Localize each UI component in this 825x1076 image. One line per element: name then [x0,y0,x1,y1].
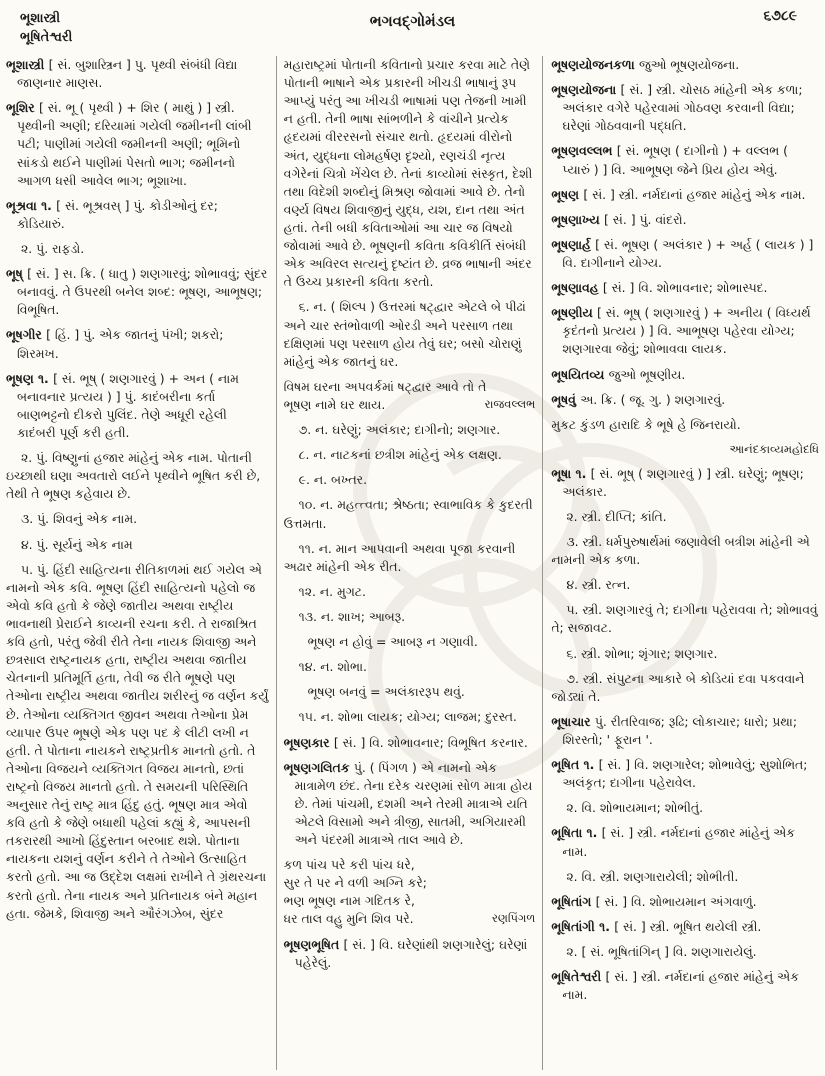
headword: ભૂષિતાંગ [551,893,596,909]
headword: ભૂશિર [6,100,39,116]
sense-paragraph: ૫. સ્ત્રી. શણગારવું તે; દાગીના પહેરાવવા તે; શોભાવવું તે; સજાવટ. [551,602,818,636]
entry-paragraph: ભૂશાસ્ત્રી [ સં. બુશાસ્ત્રિન ] પુ. પૃથ્વી સંબંધી વિદ્યા જાણનાર માણસ. [6,57,238,91]
headword: ભૂષગીર [6,327,47,343]
continuation-paragraph: મહારાષ્ટ્રમાં પોતાની કવિતાનો પ્રચાર કરવા માટે તેણે પોતાની ભાષાને એક પ્રકારની ખીચડી ભાષાનું રૂપ આપ્યું પરંતુ આ ખીચડી ભાષામાં પણ તેજની ખામી ન હતી. તેની ભાષા સાંભળીને કે વાંચીને પ્રત્યેક હૃદયમાં વીરરસનો સંચાર થતો. હૃદયમાં વીરોનો અંત, યુદ્ધના લોમહર્ષણ દૃશ્યો, રણચંડી નૃત્ય વગેરેનાં ચિત્રો ખેંચેલ છે. તેનાં કાવ્યોમાં સંસ્કૃત, દેશી તથા વિદેશી શબ્દોનું મિશ્રણ જોવામાં આવે છે. તેનો વર્ણ્ય વિષય શિવાજીનું યુદ્ધ, યશ, દાન તથા અંત હતાં. તેની બધી કવિતાઓમાં આ ચાર જ વિષયો જોવામાં આવે છે. ભૂષણની કવિતા કવિકીર્તિ સંબંધી એક અવિરલ સત્યનું દૃષ્ટાંત છે. વ્રજ ભાષાની અંદર તે ઉચ્ચ પ્રકારની કવિતા કરતો. [283,57,533,290]
entry-paragraph: ભૂષાચાર પું. રીતરિવાજ; રૂઢિ; લોકાચાર; ધારો; પ્રથા; શિરસ્તો; ' ફૂરાન '. [551,713,797,747]
entry-paragraph: ભૂષિતેશ્વરી [ સં. ] સ્ત્રી. નર્મદાનાં હજાર માંહેનું એક નામ. [551,969,799,1003]
entry-paragraph: ભૂષણ ૧. [ સં. ભૂષ્ ( શણગારવું ) + અન ( નામ બનાવનાર પ્રત્યય ) ] પું. કાદંબરીના કર્તા બાણભટ્ટનો દીકરો પુલિંદ. તેણે અધૂરી રહેલી કાદંબરી પૂર્ણ કરી હતી. [6,370,239,440]
sense-paragraph: ૬. ન. ( શિલ્પ ) ઉત્તરમાં ષટ્દ્વાર એટલે બે પીઢાં અને ચાર સ્તંભોવાળી ઓરડી અને પરસાળ તથા દક્ષિણમાં પણ પરસાળ હોય તેવું ઘર; બસો ચોરાણું માંહેનું એક જાતનું ઘર. [283,299,526,369]
sense-paragraph: ૧૧. ન. માન આપવાની અથવા પૂજા કરવાની અઢાર માંહેની એક રીત. [283,540,516,574]
sense-paragraph: ૧૦. ન. મહત્ત્વતા; શ્રેષ્ઠતા; સ્વાભાવિક કે કુદરતી ઉત્તમતા. [283,497,533,531]
sense-paragraph: ૨. વિ. શોભાયમાન; શોભીતું. [566,800,704,816]
citation: આનંદકાવ્યમહોદધિ [729,441,819,456]
sense-paragraph: ૭. સ્ત્રી. સંપુટના આકારે બે કોડિયાં દવા પકવવાને જોડ્યાં તે. [551,670,805,704]
headword: ભૂષા ૧. [551,465,591,481]
verse-line: કળ પાંચ પરે કરી પાંચ ધરે, [283,857,415,873]
headword: ભૂષણભૂષિત [283,936,344,952]
entry-paragraph: ભૂષણાર્હ [ સં. ભૂષણ ( અલંકાર ) + અર્હ ( લાયક ) ] વિ. દાગીનાને યોગ્ય. [551,236,814,270]
sense-paragraph: ૫. પું. હિંદી સાહિત્યના રીતિકાળમાં થઈ ગયેલ એ નામનો એક કવિ. ભૂષણ હિંદી સાહિત્યનો પહેલો જ એવો કવિ હતો કે જેણે જાતીય અથવા રાષ્ટ્રીય ભાવનાથી પ્રેરાઈને કાવ્યની રચના કરી. તે રાજાશ્રિત કવિ હતો, પરંતુ જેવી રીતે તેના નાયક શિવાજી અને છત્રસાલ રાષ્ટ્રનાયક હતા, રાષ્ટ્રીય અથવા જાતીય ચેતનાની પ્રતિમૂર્તિ હતા, તેવી જ રીતે ભૂષણે પણ તેઓના રાષ્ટ્રીય અથવા જાતીય શરીરનું જ વર્ણન કર્યું છે. તેઓના વ્યક્તિગત જીવન અથવા તેઓના પ્રેમ વ્યાપાર ઉપર ભૂષણે એક પણ પદ કે લીટી લખી ન હતી. તે પોતાના નાયકને રાષ્ટ્રપ્રતીક માનતો હતો. તે તેઓના વિજયને વ્યક્તિગત વિજય માનતો, છતાં રાષ્ટ્રનો વિજય માનતો હતો. તે સમયની પરિસ્થિતિ અનુસાર તેનું રાષ્ટ્ર માત્ર હિંદુ હતું. ભૂષણ માત્ર એવો કવિ હતો કે જેણે બધાથી પહેલાં કહ્યું કે, આપસની તકરારથી આખો હિંદુસ્તાન બરબાદ થશે. પોતાના નાયકના યશનું વર્ણન કરીને તે તેઓને ઉત્સાહિત કરતો હતો. આ જ ઉદ્દેશ લક્ષમાં રાખીને તે ગ્રંથરચના કરતો હતો. તેના નાયક અને પ્રતિનાયક બંને મહાન હતા. જેમકે, શિવાજી અને ઔરંગઝેબ, સુંદર [6,561,269,921]
headword: ભૂષિતાંગી ૧. [551,918,615,934]
sense-paragraph: ૪. પું. સૂર્યનું એક નામ [21,536,133,552]
entry-paragraph: ભૂષણાવહ [ સં. ] વિ. શોભાવનાર; શોભાસ્પદ. [551,280,768,296]
entry-paragraph: ભૂષણભૂષિત [ સં. ] વિ. ઘરેણાંથી શણગારેલું; ઘરેણાં પહેરેલું. [283,936,528,970]
verse-line: સુર તે પર ને વળી અગ્નિ કરે; [283,875,427,891]
idiom-line: ભૂષણ ન હોવું = આબરૂ ન ગણાવી. [307,634,478,650]
entry-paragraph: ભૂષણવલ્લભ [ સં. ભૂષણ ( દાગીનો ) + વલ્લભ ( પ્યારું ) ] વિ. આભૂષણ જેને પ્રિય હોય એવું. [551,143,788,177]
entry-paragraph: ભૂષયિતવ્ય જુઓ ભૂષણીય. [551,366,686,382]
entry-paragraph: ભૂષિતા ૧. [ સં. ] સ્ત્રી. નર્મદાનાં હજાર માંહેનું એક નામ. [551,825,795,859]
headword: ભૂષણાર્હ [551,236,596,252]
verse-block [551,416,819,434]
guide-word-top: ભૂશાસ્ત્રી [20,11,61,26]
sense-paragraph: ૯. ન. બખ્તર. [298,472,368,488]
guide-word-bottom: ભૂષિતેશ્વરી [20,29,73,45]
headword: ભૂષણીય [551,305,597,321]
quote-line: વિષમ ઘરના અપવર્કમાં ષટ્દ્વાર આવે તો તે [283,378,487,394]
entry-paragraph: ભૂષણયોજનકળા જુઓ ભૂષણયોજના. [551,57,740,72]
sense-paragraph: ૪. સ્ત્રી. રત્ન. [566,577,631,593]
headword: ભૂષ્ [6,266,28,282]
citation: રણપિંગળ [491,911,536,926]
entry-paragraph: ભૂષણયોજના [ સં. ] સ્ત્રી. ચોસઠ માંહેની એક કળા; અલંકાર વગેરે પહેરવામાં ગોઠવણ કરવાની વિદ્યા; ઘરેણાં ગોઠવવાની પદ્ધતિ. [551,82,803,134]
sense-paragraph: ૧૩. ન. શાખ; આબરૂ. [298,608,406,624]
headword: ભૂષણકાર [283,734,334,750]
entry-paragraph: ભૂષવું અ. ક્રિ. ( જૂ. ગુ. ) શણગારવું. [551,391,726,407]
sense-paragraph: ૩. પું. શિવનું એક નામ. [21,511,138,527]
column-1 [6,56,277,1070]
headword: ભૂષણાવહ [551,280,603,296]
headword: ભૂષાચાર [551,713,595,729]
entry-paragraph: ભૂષણાખ્ય [ સં. ] પું. વાંદરો. [551,211,687,227]
entry-paragraph: ભૂષ્ [ સં. ] સ. ક્રિ. ( ધાતુ ) શણગારવું; શોભાવવું; સુંદર બનાવવું. તે ઉપરથી બનેલ શબ્દ: ભૂષણ, આભૂષણ; વિભૂષિત. [6,266,268,318]
quote-line: ભૂષણ નામે ઘર થાય. રાજવલ્લભ [283,396,536,412]
headword: ભૂષયિતવ્ય [551,366,609,382]
headword: ભૂષણયોજના [551,82,621,98]
column-3 [543,56,819,1070]
sense-paragraph: ૧૪. ન. શોભા. [298,659,367,675]
headword: ભૂષણાખ્ય [551,211,605,227]
sense-paragraph: ૨. સ્ત્રી. દીપ્તિ; કાંતિ. [566,508,667,524]
entry-paragraph: ભૂષણીય [ સં. ભૂષ્ ( શણગારવું ) + અનીય ( વિધ્યર્થ કૃદંતનો પ્રત્યય ) ] વિ. આભૂષણ પહેરવા યોગ્ય; શણગારવા જેવું; શોભાવવા લાયક. [551,305,811,357]
idiom-line: ભૂષણ બનવું = અલંકારરૂપ થવું. [307,684,465,700]
page-header [0,0,825,54]
headword: ભૂષિતેશ્વરી [551,969,606,985]
headword: ભૂષણગલિતક [283,759,354,775]
sense-paragraph: ૨. પું. વિષ્ણુનાં હજાર માંહેનું એક નામ. પોતાની ઇચ્છાથી ઘણા અવતારો લઈને પૃથ્વીને ભૂષિત કરી છે, તેથી તે ભૂષણ કહેવાય છે. [6,450,261,502]
entry-paragraph: ભૂષિત ૧. [ સં. ] વિ. શણગારેલ; શોભાવેલું; સુશોભિત; અલંકૃત; દાગીના પહેરાવેલ. [551,757,808,791]
entry-paragraph: ભૂષા ૧. [ સં. ભૂષ્ ( શણગારવું ) ] સ્ત્રી. ઘરેણું; ભૂષણ; અલંકાર. [551,465,804,499]
column-2 [277,56,544,1070]
headword: ભૂષવું [551,391,581,407]
entry-paragraph: ભૂષણગલિતક પું. ( પિંગળ ) એ નામનો એક માત્રામેળ છંદ. તેના દરેક ચરણમાં સોળ માત્રા હોય છે. તેમાં પાંચમી, દશમી અને તેરમી માત્રાએ યતિ એટલે વિસામો અને ત્રીજી, સાતમી, અગિયારમી અને પંદરમી માત્રાએ તાલ આવે છે. [283,759,533,848]
entry-paragraph: ભૂષણ [ સં. ] સ્ત્રી. નર્મદાનાં હજાર માંહેનું એક નામ. [551,186,806,202]
verse-block [284,856,536,928]
headword: ભૂશાસ્ત્રી [6,57,49,72]
sense-paragraph: ૩. સ્ત્રી. ધર્મપુરુષાર્થમાં જણાવેલી બત્રીશ માંહેની એ નામની એક કળા. [551,533,810,568]
sense-paragraph: ૨. વિ. સ્ત્રી. શણગારાયેલી; શોભીતી. [566,868,739,884]
verse-line: ધર તાલ વહુ મુનિ શિવ પરે. રણપિંગળ [283,911,536,927]
text-columns [6,56,819,1070]
citation: રાજવલ્લભ [484,396,536,411]
headword: ભૂશ્રવા ૧. [6,197,57,213]
headword: ભૂષણયોજનકળા [551,57,639,72]
headword: ભૂષિત ૧. [551,757,599,773]
page-title: ભગવદ્ગોમંડલ [369,12,456,30]
sense-paragraph: ૮. ન. નાટકનાં છત્રીશ માંહેનું એક લક્ષણ. [298,447,502,463]
sense-paragraph: ૧૫. ન. શોભા લાયક; યોગ્ય; લાજમ; દુરસ્ત. [298,709,517,725]
headword: ભૂષિતા ૧. [551,825,602,841]
entry-paragraph: ભૂષિતાંગી ૧. [ સં. ] સ્ત્રી. ભૂષિત થયેલી સ્ત્રી. [551,918,762,934]
headword: ભૂષણ ૧. [6,370,54,386]
verse-line: ભણ ભૂષણ નામ ગદિતક રે, [283,893,415,909]
entry-paragraph: ભૂશ્રવા ૧. [ સં. ભૂશ્રવસ્ ] પું. કોડીઓનું દર; કોડિયારું. [6,197,218,231]
page-number: ૬૭૮૯ [763,8,797,24]
entry-paragraph: ભૂષિતાંગ [ સં. ] વિ. શોભાયમાન અંગવાળું. [551,893,757,909]
verse-line: મુકટ કુંડળ હારાદિ કે ભૂષે હે જિનરાયો. [551,416,741,432]
sense-paragraph: ૭. ન. ઘરેણું; અલંકાર; દાગીનો; શણગાર. [298,422,501,438]
sense-paragraph: ૨. પું. રાફડો. [21,240,85,256]
entry-paragraph: ભૂષગીર [ હિં. ] પું. એક જાતનું પંખી; શકરો; શિરમખ. [6,327,224,361]
entry-paragraph: ભૂષણકાર [ સં. ] વિ. શોભાવનાર; વિભૂષિત કરનાર. [283,734,528,750]
sense-paragraph: ૨. [ સં. ભૂષિતાંગિન્ ] વિ. શણગારાયેલું. [566,943,757,959]
sense-paragraph: ૧૨. ન. મુગટ. [298,583,366,599]
sense-paragraph: ૬. સ્ત્રી. શોભા; શૃંગાર; શણગાર. [566,645,718,661]
quote-block [284,378,536,414]
entry-paragraph: ભૂશિર [ સં. ભૂ ( પૃથ્વી ) + શિર ( માથું ) ] સ્ત્રી. પૃથ્વીની અણી; દરિયામાં ગયેલી જમીનની લાંબી પટી; પાણીમાં ગયેલી જમીનની અણી; ભૂમિનો સાંકડો થઈને પાણીમાં પેસતો ભાગ; જમીનનો આગળ ધસી આવેલ ભાગ; ભૂશાખા. [6,100,252,188]
headword: ભૂષણવલ્લભ [551,143,617,159]
headword: ભૂષણ [551,186,584,202]
